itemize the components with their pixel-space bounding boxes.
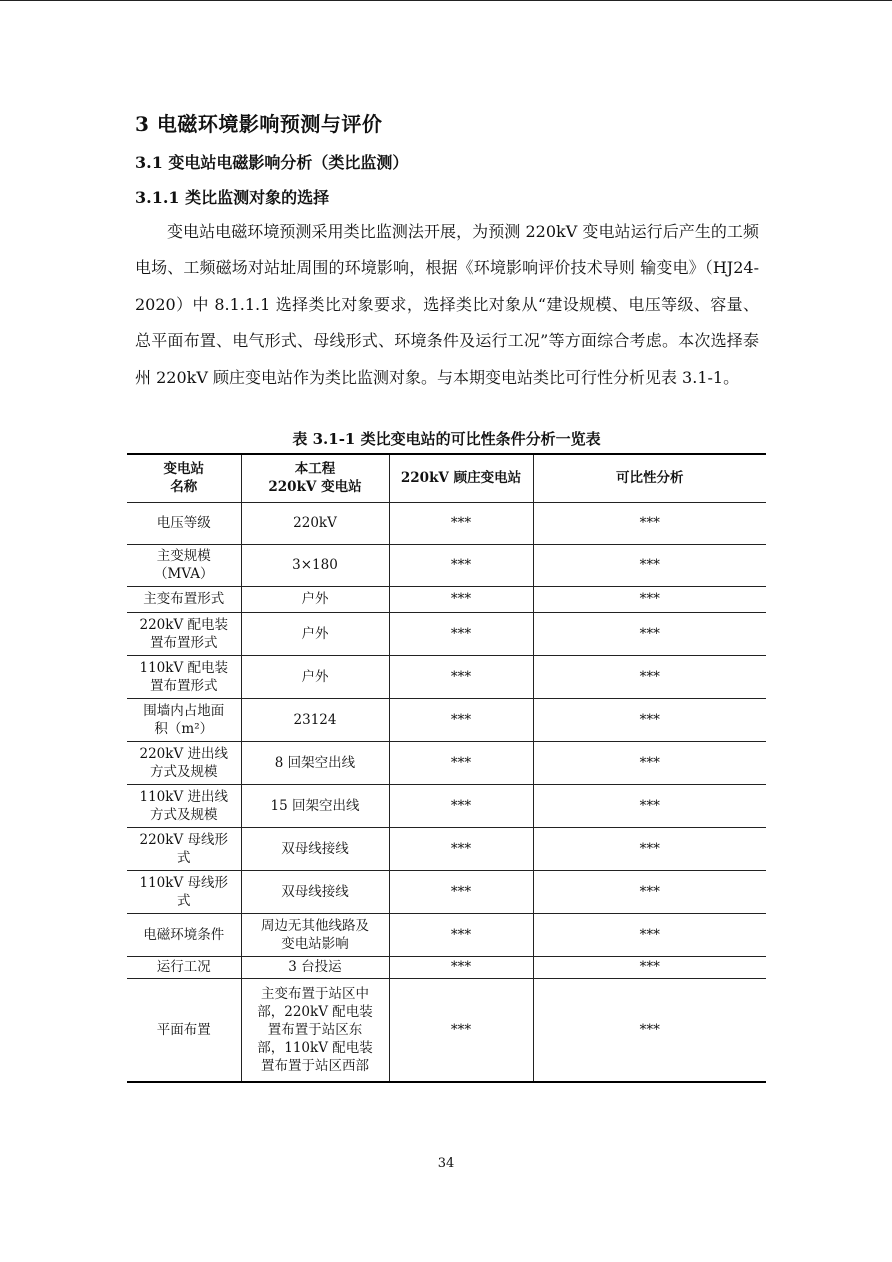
comparison-table: [127, 453, 766, 1083]
table-cell: 周边无其他线路及 变电站影响: [241, 913, 389, 956]
table-cell: ***: [389, 978, 533, 1082]
table-cell: 220kV 配电装 置布置形式: [127, 612, 241, 655]
header-station-name: 变电站 名称: [127, 454, 241, 502]
table-cell: 8 回架空出线: [241, 741, 389, 784]
table-row: [127, 612, 766, 655]
table-cell: 双母线接线: [241, 870, 389, 913]
table-cell: 主变布置形式: [127, 586, 241, 612]
table-cell: ***: [389, 741, 533, 784]
table-cell: ***: [389, 544, 533, 586]
page-number: 34: [437, 1156, 455, 1171]
table-cell: ***: [533, 870, 766, 913]
table-cell: ***: [533, 655, 766, 698]
table-cell: 双母线接线: [241, 827, 389, 870]
table-cell: ***: [389, 784, 533, 827]
table-cell: 220kV: [241, 502, 389, 544]
table-caption: 表 3.1-1 类比变电站的可比性条件分析一览表: [292, 430, 601, 448]
table-cell: ***: [533, 784, 766, 827]
table-row: [127, 544, 766, 586]
table-cell: ***: [389, 827, 533, 870]
table-cell: ***: [389, 502, 533, 544]
table-cell: ***: [533, 612, 766, 655]
table-cell: 户外: [241, 612, 389, 655]
table-cell: 110kV 配电装 置布置形式: [127, 655, 241, 698]
table-row: [127, 956, 766, 978]
table-cell: 电压等级: [127, 502, 241, 544]
header-this-project: 本工程 220kV 变电站: [241, 454, 389, 502]
table-cell: 户外: [241, 655, 389, 698]
table-cell: 15 回架空出线: [241, 784, 389, 827]
table-cell: 110kV 母线形 式: [127, 870, 241, 913]
subsection-heading: 3.1.1 类比监测对象的选择: [135, 188, 330, 207]
table-cell: ***: [533, 544, 766, 586]
table-cell: ***: [533, 913, 766, 956]
table-header-row: [127, 454, 766, 502]
top-border-line: [0, 0, 892, 1]
table-row: [127, 784, 766, 827]
table-row: [127, 741, 766, 784]
table-cell: 平面布置: [127, 978, 241, 1082]
table-cell: ***: [533, 698, 766, 741]
table-row: [127, 913, 766, 956]
table-cell: ***: [389, 913, 533, 956]
table-cell: 220kV 母线形 式: [127, 827, 241, 870]
table-cell: 主变布置于站区中 部，220kV 配电装 置布置于站区东 部，110kV 配电装 置布置于站区西部: [241, 978, 389, 1082]
table-cell: ***: [533, 827, 766, 870]
table-row: [127, 827, 766, 870]
table-cell: ***: [389, 698, 533, 741]
table-row: [127, 978, 766, 1082]
table-cell: ***: [389, 586, 533, 612]
table-row: [127, 502, 766, 544]
table-cell: 户外: [241, 586, 389, 612]
table-body: [127, 502, 766, 1082]
table-cell: 电磁环境条件: [127, 913, 241, 956]
table-cell: 110kV 进出线 方式及规模: [127, 784, 241, 827]
table-row: [127, 655, 766, 698]
table-row: [127, 698, 766, 741]
table-cell: ***: [389, 956, 533, 978]
table-cell: ***: [533, 956, 766, 978]
table-row: [127, 870, 766, 913]
chapter-heading: 3 电磁环境影响预测与评价: [135, 112, 383, 136]
table-cell: ***: [389, 612, 533, 655]
table-cell: ***: [533, 502, 766, 544]
table-cell: ***: [533, 978, 766, 1082]
table-cell: 3×180: [241, 544, 389, 586]
table-cell: 3 台投运: [241, 956, 389, 978]
table-cell: 220kV 进出线 方式及规模: [127, 741, 241, 784]
table-cell: ***: [389, 870, 533, 913]
table-cell: 23124: [241, 698, 389, 741]
section-heading: 3.1 变电站电磁影响分析（类比监测）: [135, 153, 409, 172]
table-cell: 运行工况: [127, 956, 241, 978]
table-cell: ***: [533, 586, 766, 612]
header-guzhuang-station: 220kV 顾庄变电站: [389, 454, 533, 502]
table-cell: 围墙内占地面 积（m²）: [127, 698, 241, 741]
header-comparability: 可比性分析: [533, 454, 766, 502]
table-cell: 主变规模 （MVA）: [127, 544, 241, 586]
table-row: [127, 586, 766, 612]
table-cell: ***: [533, 741, 766, 784]
body-paragraph: 变电站电磁环境预测采用类比监测法开展，为预测 220kV 变电站运行后产生的工频电场、工频磁场对站址周围的环境影响，根据《环境影响评价技术导则 输变电》（HJ24-2020）中 8.1.1.1 选择类比对象要求，选择类比对象从“建设规模、电压等级、容量、总平面布置、电气形式、母线形式、环境条件及运行工况”等方面综合考虑。本次选择泰州 220kV 顾庄变电站作为类比监测对象。与本期变电站类比可行性分析见表 3.1-1。: [135, 222, 759, 387]
table-cell: ***: [389, 655, 533, 698]
